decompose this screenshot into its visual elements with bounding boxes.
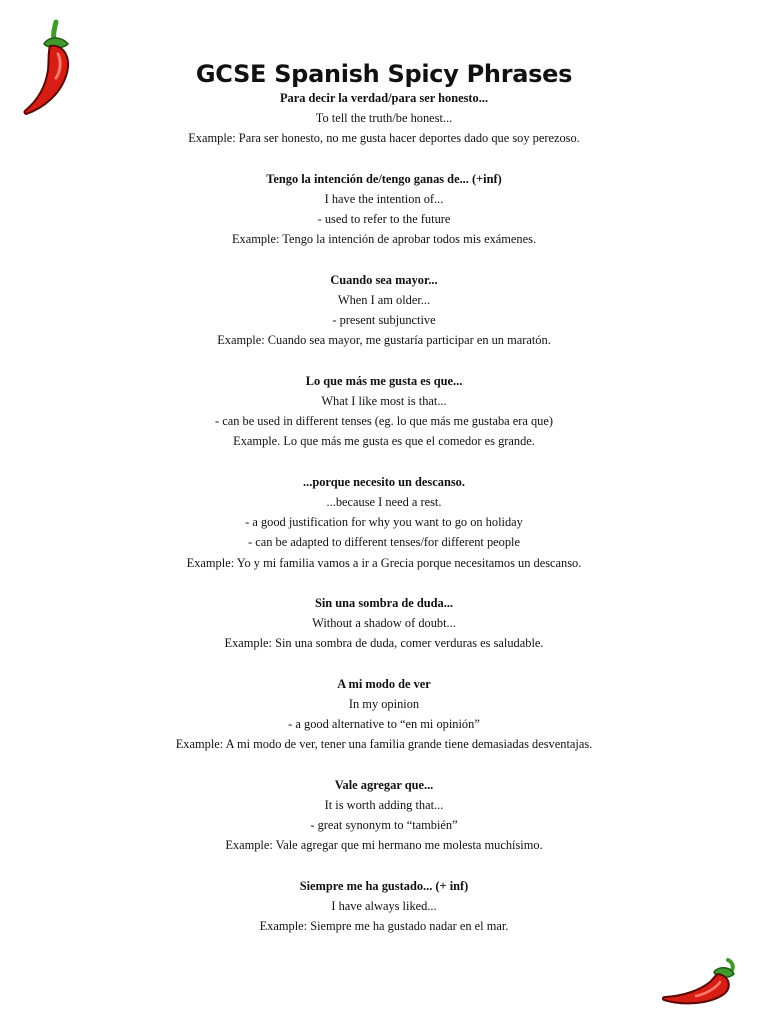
phrase-note: - used to refer to the future [317, 212, 451, 227]
phrase-note: - present subjunctive [332, 313, 436, 328]
phrase-entry [0, 775, 768, 856]
phrase-entry [0, 371, 768, 452]
phrase-heading: Sin una sombra de duda... [314, 596, 454, 610]
phrase-entry [0, 876, 768, 937]
phrase-translation: It is worth adding that... [324, 798, 444, 812]
phrase-note: - a good justification for why you want to go on holiday [245, 515, 523, 530]
phrase-example: Example. Lo que más me gusta es que el comedor es grande. [233, 434, 535, 449]
phrase-example: Example: Cuando sea mayor, me gustaría participar en un maratón. [217, 333, 551, 348]
phrase-entry [0, 270, 768, 351]
phrase-entry [0, 674, 768, 755]
phrase-heading: Siempre me ha gustado... (+ inf) [299, 878, 469, 893]
phrase-example: Example: Siempre me ha gustado nadar en el mar. [259, 919, 509, 934]
phrase-example: Example: Yo y mi familia vamos a ir a Grecia porque necesitamos un descanso. [186, 555, 582, 570]
phrase-heading: Cuando sea mayor... [330, 272, 438, 287]
phrase-entry [0, 593, 768, 654]
phrase-heading: Lo que más me gusta es que... [305, 373, 463, 388]
phrase-entry [0, 88, 768, 149]
phrase-entry [0, 169, 768, 250]
phrase-translation: What I like most is that... [321, 394, 447, 408]
phrase-example: Example: Para ser honesto, no me gusta hacer deportes dado que soy perezoso. [188, 131, 580, 146]
phrase-heading: Para decir la verdad/para ser honesto... [279, 91, 489, 105]
phrase-translation: To tell the truth/be honest... [315, 111, 453, 126]
phrase-example: Example: Vale agregar que mi hermano me molesta muchísimo. [225, 838, 543, 853]
phrase-note: - a good alternative to “en mi opinión” [288, 717, 480, 732]
phrase-heading: ...porque necesito un descanso. [303, 474, 465, 489]
page-title: GCSE Spanish Spicy Phrases [195, 60, 573, 89]
phrase-example: Example: Sin una sombra de duda, comer verduras es saludable. [224, 636, 544, 651]
phrase-translation: In my opinion [348, 697, 420, 711]
phrase-heading: Tengo la intención de/tengo ganas de... (+inf) [266, 171, 502, 186]
phrase-heading: Vale agregar que... [334, 777, 434, 792]
phrase-translation: Without a shadow of doubt... [312, 616, 456, 631]
phrase-note: - can be adapted to different tenses/for different people [247, 535, 521, 550]
phrase-note: - great synonym to “también” [310, 818, 458, 833]
phrase-example: Example: A mi modo de ver, tener una familia grande tiene demasiadas desventajas. [175, 737, 593, 752]
phrase-heading: A mi modo de ver [337, 676, 431, 691]
chili-pepper-icon [658, 954, 742, 1008]
phrase-note: - can be used in different tenses (eg. lo que más me gustaba era que) [215, 414, 553, 429]
phrase-entry [0, 472, 768, 573]
phrase-translation: When I am older... [337, 293, 431, 307]
phrase-translation: I have always liked... [331, 899, 437, 913]
phrase-translation: I have the intention of... [324, 192, 444, 206]
phrase-list [0, 88, 768, 957]
phrase-translation: ...because I need a rest. [326, 495, 442, 509]
phrase-example: Example: Tengo la intención de aprobar todos mis exámenes. [231, 232, 537, 247]
